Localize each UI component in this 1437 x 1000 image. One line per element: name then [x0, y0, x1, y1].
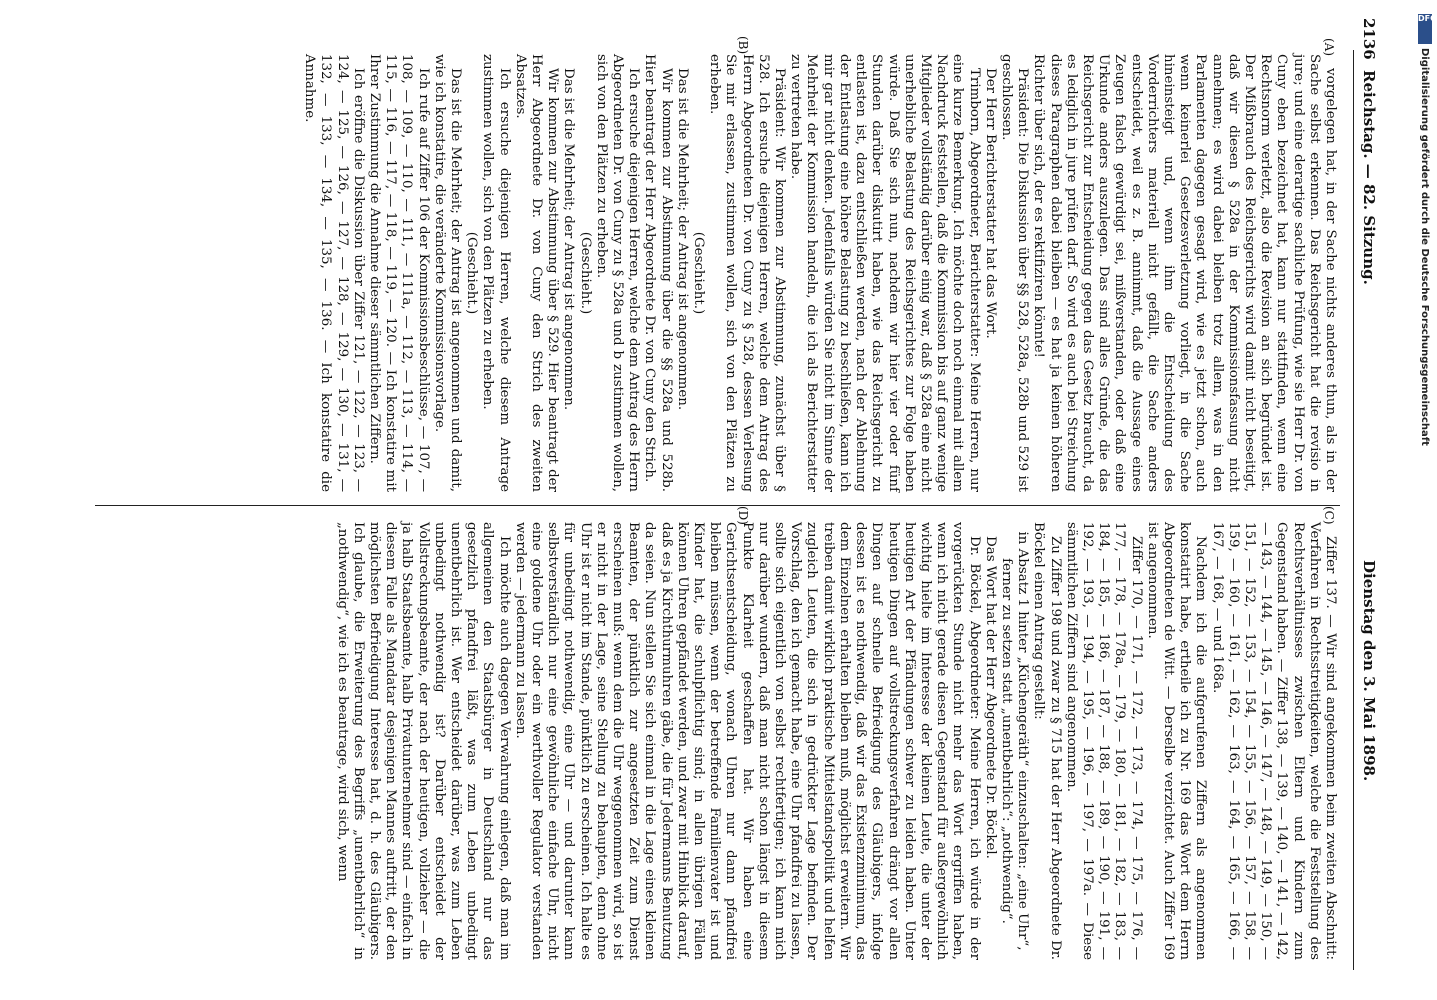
left-column	[98, 54, 1338, 492]
paragraph: Wir kommen zur Abstimmung über § 529. Hier beantragt der Herr Abgeordnete Dr. von Cuny den Strich des zweiten Absatzes.	[512, 54, 561, 492]
paragraph: Das Wort hat der Herr Abgeordnete Dr. Böckel.	[982, 536, 998, 859]
paragraph: Ich ersuche diejenigen Herren, welche diesem Antrage zustimmen wollen, sich von den Plätzen zu erheben.	[480, 54, 512, 492]
paragraph: in Absatz 1 hinter „Küchengeräth“ einzuschalten: „eine Uhr“, ferner zu setzen statt „unentbehrlich“: „nothwendig“.	[998, 531, 1031, 951]
paragraph: Ziffer 170, — 171, — 172, — 173, — 174, — 175, — 176, — 177, — 178, — 178a, — 179, — 180, — 181, — 182, — 183, — 184, — 185, — 186, — 187, — 188, — 189, — 190, — 191, — 192, — 193, — 194, — 195, — 196, — 197, — 197a. — Diese sämmtlichen Ziffern sind angenommen.	[1063, 522, 1144, 960]
paragraph: (Geschieht.)	[691, 231, 707, 315]
margin-marker-d: (D)	[736, 506, 750, 525]
paragraph: (Geschieht.)	[577, 231, 593, 315]
margin-marker-b: (B)	[736, 36, 750, 55]
paragraph: Der Herr Berichterstatter hat das Wort.	[982, 68, 998, 339]
paragraph: Das ist die Mehrheit; der Antrag ist angenommen und damit, wie ich konstatire, die veränderte Kommissionsvorlage.	[431, 54, 464, 492]
header-rule	[1353, 50, 1354, 970]
paragraph: Das ist die Mehrheit; der Antrag ist angenommen.	[561, 68, 577, 411]
digitization-credit: Digitalisierung gefördert durch die Deutsche Forschungsgemeinschaft	[1419, 48, 1430, 446]
paragraph: Ich rufe auf Ziffer 106 der Kommissionsbeschlüsse, — 107, — 108, — 109, — 110, — 111, — 111a, — 112, — 113, — 114, — 115, — 116, — 117, — 118, — 119, — 120. — Ich konstatire mit Ihrer Zustimmung die Annahme dieser sämmtlichen Ziffern.	[367, 54, 431, 492]
paragraph: Präsident: Wir kommen zur Abstimmung, zunächst über § 528. Ich ersuche diejenigen Herren, welche dem Antrag des Herrn Abgeordneten Dr. von Cuny zu § 528, dessen Verlesung Sie mir erlassen, zustimmen wollen, sich von den Plätzen zu erheben.	[707, 54, 788, 492]
margin-marker-c: (C)	[1322, 506, 1336, 525]
paragraph: Trimborn, Abgeordneter, Berichterstatter: Meine Herren, nur eine kurze Bemerkung. Ich möchte doch noch einmal mit allem Nachdruck feststellen, daß die Kommission bis auf ganz wenige Mitglieder vollständig darüber einig war, daß § 528a eine nicht unerhebliche Belastung des Reichsgerichtes zur Folge haben würde. Daß Sie sich nun, nachdem wir hier vier oder fünf Stunden darüber diskutirt haben, wie das Reichsgericht zu entlasten ist, dazu entschließen werden, nach der Ablehnung der Entlastung eine höhere Belastung zu beschließen, kann ich mir gar nicht denken. Jedenfalls würden Sie nicht im Sinne der Mehrheit der Kommission handeln, die ich als Berichterstatter zu vertreten habe.	[788, 54, 982, 492]
paragraph: Ich ersuche diejenigen Herren, welche dem Antrag des Herrn Abgeordneten Dr. von Cuny zu § 528a und b zustimmen wollen, sich von den Plätzen zu erheben.	[593, 54, 642, 492]
paragraph: Ich eröffne die Diskussion über Ziffer 121, — 122, — 123, — 124, — 125, — 126, — 127, — 128, — 129, — 130, — 131, — 132, — 133, — 134, — 135, — 136. — Ich konstatire die Annahme.	[302, 54, 366, 492]
paragraph: Ziffer 137. — Wir sind angekommen beim zweiten Abschnitt: Verfahren in Rechtsstreitigkeiten, welche die Feststellung des Rechtsverhältnisses zwischen Eltern und Kindern zum Gegenstand haben. — Ziffer 138, — 139, — 140, — 141, — 142, — 143, — 144, — 145, — 146, — 147, — 148, — 149, — 150, — 151, — 152, — 153, — 154, — 155, — 156, — 157, — 158, — 159, — 160, — 161, — 162, — 163, — 164, — 165, — 166, — 167, — 168, — und 168a.	[1209, 522, 1338, 960]
paragraph: Wir kommen zur Abstimmung über die §§ 528a und 528b. Hier beantragt der Herr Abgeordnete Dr. von Cuny den Strich.	[642, 54, 674, 492]
paragraph: Das ist die Mehrheit; der Antrag ist angenommen.	[674, 68, 690, 411]
right-column	[98, 522, 1338, 960]
column-divider	[95, 505, 1340, 506]
paragraph: Zu Ziffer 198 und zwar zu § 715 hat der Herr Abgeordnete Dr. Böckel einen Antrag gestellt:	[1031, 522, 1063, 960]
running-head-right: Dienstag den 3. Mai 1898.	[1360, 560, 1378, 782]
paragraph: (Geschieht.)	[464, 231, 480, 315]
dfg-logo: DFG	[1418, 14, 1432, 44]
paragraph: vorgelegen hat, in der Sache nichts anderes thun, als in der Sache selbst erkennen. Das Reichsgericht hat die revisio in jure; und eine derartige sachliche Prüfung, wie sie Herr Dr. von Cuny eben bezeichnet hat, kann nur stattfinden, wenn eine Rechtsnorm verletzt, also die Revision an sich begründet ist. Der Mißbrauch des Reichsgerichts wird damit nicht beseitigt, daß wir diesen § 528a in der Kommissionsfassung nicht annehmen; es wird dabei bleiben trotz allem, was in den Parlamenten dagegen gesagt wird, wie es jetzt schon, auch wenn keinerlei Gesetzesverletzung vorliegt, in die Sache hineinsteigt und, wenn ihm die Entscheidung des Vorderrichters materiell nicht gefällt, die Sache anders entscheidet, weil es z. B. annimmt, daß die Aussage eines Zeugen falsch gewürdigt sei, mißverstanden, oder daß eine Urkunde anders auszulegen. Das sind alles Gründe, die das Reichsgericht zur Entscheidung gegen das Gesetz braucht, da es lediglich in jure prüfen darf. So wird es auch bei Streichung dieses Paragraphen dabei bleiben — es hat ja keinen höheren Richter über sich, der es rektifiziren könnte!	[1031, 54, 1338, 492]
digitization-sidebar	[1416, 8, 1437, 998]
margin-marker-a: (A)	[1322, 38, 1336, 57]
paragraph: Ich möchte auch dagegen Verwahrung einlegen, daß man im allgemeinen den Staatsbürger in Deutschland nur das gesetzlich pfandfrei läßt, was zum Leben unbedingt unentbehrlich ist. Wer entscheidet darüber, was zum Leben unbedingt nothwendig ist? Darüber entscheidet der Vollstreckungsbeamte, der nach der heutigen, vollzieher — die ja halb Staatsbeamte, halb Privatunternehmer sind — einfach in diesem Falle als Mandatar desjenigen Mannes auftritt, der den möglichsten Befriedigung Interesse hat, d. h. des Gläubigers. Ich glaube, die Erweiterung des Begriffs „unentbehrlich“ in „nothwendig“, wie ich es beantrage, wird sich, wenn	[334, 522, 512, 960]
page-number: 2136	[1360, 18, 1378, 60]
paragraph: Dr. Böckel, Abgeordneter: Meine Herren, ich würde in der vorgerückten Stunde nicht mehr das Wort ergriffen haben, wenn ich nicht gerade diesen Gegenstand für außergewöhnlich wichtig hielte im Interesse der kleinen Leute, die unter der heutigen Art der Pfändungen schwer zu leiden haben. Unter heutigen Dingen auf vollstreckungsverfahren drängt vor allen Dingen auf schnelle Befriedigung des Gläubigers, infolge dessen ist es nothwendig, daß wir das Existenzminimum, das dem Einzelnen erhalten bleiben muß, möglichst erweitern. Wir treiben damit wirklich praktische Mittelstandspolitik und helfen zugleich Leuten, die sich in gedrückter Lage befinden. Der Vorschlag, den ich gemacht habe, eine Uhr pfandfrei zu lassen, sollte sich eigentlich von selbst rechtfertigen; ich kann mich nur darüber wundern, daß man nicht schon längst in diesem Punkte Klarheit geschaffen hat. Wir haben eine Gerichtsentscheidung, wonach Uhren nur dann pfandfrei bleiben müssen, wenn der betreffende Familienvater ist und Kinder hat, die schulpflichtig sind; in allen übrigen Fällen können Uhren gepfändet werden, und zwar mit Hinblick darauf, daß es ja Kirchthurmuhren gäbe, die für Jedermanns Benutzung da seien. Nun stellen Sie sich einmal in die Lage eines kleinen Beamten, der pünktlich zur angesetzten Zeit zum Dienst erscheinen muß: wenn dem die Uhr weggenommen wird, so ist er nicht in der Lage, seine Stellung zu behaupten, denn ohne Uhr ist er nicht im Stande, pünktlich zu erscheinen. Ich halte es für unbedingt nothwendig, eine Uhr — und darunter kann selbstverständlich nur eine gewöhnliche einfache Uhr, nicht eine goldene Uhr oder ein werthvoller Regulator verstanden werden — jedermann zu lassen.	[512, 522, 982, 960]
running-head-left: Reichstag. — 82. Sitzung.	[1360, 70, 1378, 285]
paragraph: Präsident: Die Diskussion über §§ 528, 528a, 528b und 529 ist geschlossen.	[998, 54, 1031, 492]
paragraph: Nachdem ich die aufgerufenen Ziffern als angenommen konstatirt habe, ertheile ich zu Nr. 169 das Wort dem Herrn Abgeordneten de Witt. — Derselbe verzichtet. Auch Ziffer 169 ist angenommen.	[1144, 522, 1209, 960]
